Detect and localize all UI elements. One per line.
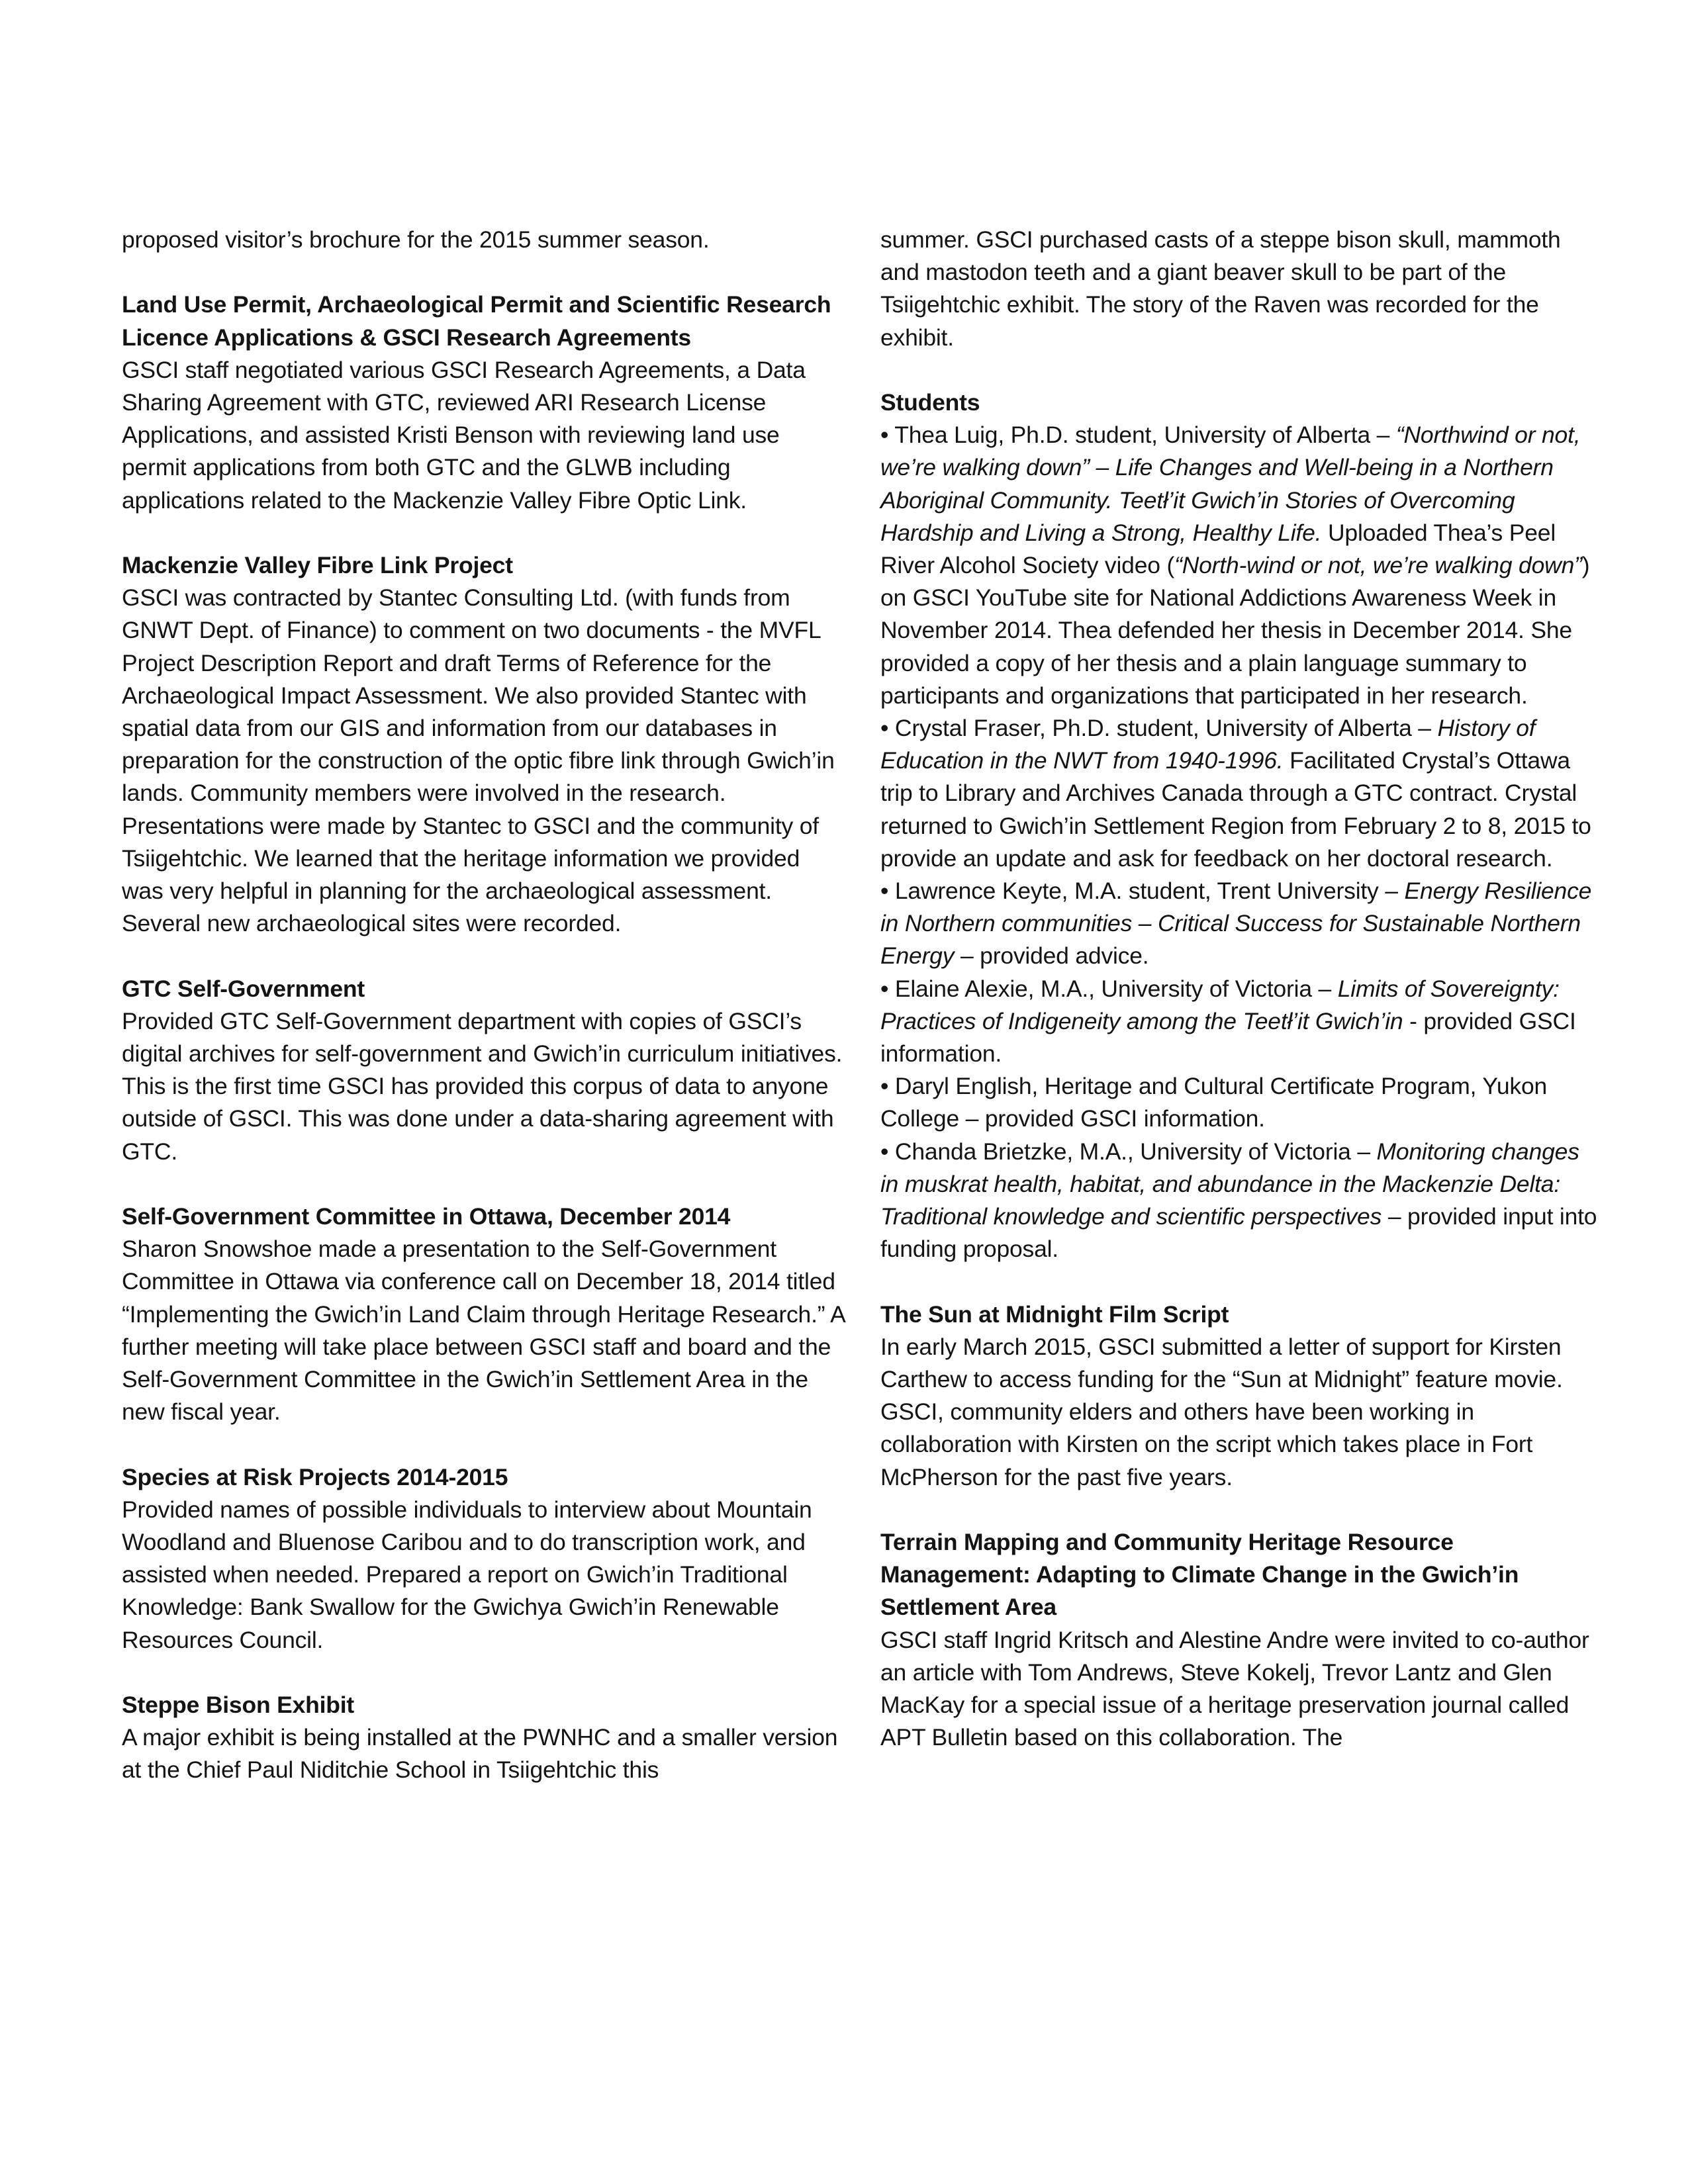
thesis-title: History of Education in the NWT from 1940-1996. (880, 715, 1536, 774)
heading-gtc-self-government: GTC Self-Government (122, 975, 365, 1002)
student-intro: • Elaine Alexie, M.A., University of Victoria – (880, 975, 1338, 1002)
student-item-crystal-fraser (880, 712, 1603, 875)
heading-land-use-permits: Land Use Permit, Archaeological Permit and Scientific Research Licence Applications & GSCI Research Agreements (122, 291, 831, 351)
student-detail: Facilitated Crystal’s Ottawa trip to Library and Archives Canada through a GTC contract. Crystal returned to Gwich’in Settlement Region from February 2 to 8, 2015 to provide an update and ask for feedback on her doctoral research. (880, 747, 1591, 872)
heading-self-government-committee: Self-Government Committee in Ottawa, December 2014 (122, 1203, 731, 1230)
student-detail: – provided advice. (954, 942, 1149, 970)
body-mvfl-project: GSCI was contracted by Stantec Consulting Ltd. (with funds from GNWT Dept. of Finance) to comment on two documents - the MVFL Project Description Report and draft Terms of Reference for the Archaeological Impact Assessment. We also provided Stantec with spatial data from our GIS and information from our databases in preparation for the construction of the optic fibre link through Gwich’in lands. Community members were involved in the research. Presentations were made by Stantec to GSCI and the community of Tsiigehtchic. We learned that the heritage information we provided was very helpful in planning for the archaeological assessment. Several new archaeological sites were recorded. (122, 584, 835, 937)
body-sun-at-midnight: In early March 2015, GSCI submitted a letter of support for Kirsten Carthew to access funding for the “Sun at Midnight” feature movie. GSCI, community elders and others have been working in collaboration with Kirsten on the script which takes place in Fort McPherson for the past five years. (880, 1333, 1563, 1490)
body-steppe-bison: A major exhibit is being installed at the PWNHC and a smaller version at the Chief Paul Niditchie School in Tsiigehtchic this (122, 1724, 838, 1784)
body-land-use-permits: GSCI staff negotiated various GSCI Research Agreements, a Data Sharing Agreement with GTC, reviewed ARI Research License Applications, and assisted Kristi Benson with reviewing land use permit applications from both GTC and the GLWB including applications related to the Mackenzie Valley Fibre Optic Link. (122, 356, 806, 514)
heading-mvfl-project: Mackenzie Valley Fibre Link Project (122, 552, 513, 578)
heading-sun-at-midnight: The Sun at Midnight Film Script (880, 1300, 1229, 1328)
section-gap (122, 940, 845, 972)
heading-terrain-mapping: Terrain Mapping and Community Heritage Resource Management: Adapting to Climate Change in the Gwich’in Settlement Area (880, 1529, 1519, 1621)
student-item-elaine-alexie (880, 973, 1603, 1071)
right-column (880, 224, 1603, 1754)
heading-students: Students (880, 389, 980, 416)
section-gap (122, 256, 845, 289)
carryover-text: summer. GSCI purchased casts of a steppe bison skull, mammoth and mastodon teeth and a giant beaver skull to be part of the Tsiigehtchic exhibit. The story of the Raven was recorded for the exhibit. (880, 226, 1561, 351)
body-self-government-committee: Sharon Snowshoe made a presentation to the Self-Government Committee in Ottawa via conference call on December 18, 2014 titled “Implementing the Gwich’in Land Claim through Heritage Research.” A further meeting will take place between GSCI staff and board and the Self-Government Committee in the Gwich’in Settlement Area in the new fiscal year. (122, 1236, 845, 1426)
student-detail: ) on GSCI YouTube site for National Addictions Awareness Week in November 2014. Thea defended her thesis in December 2014. She provided a copy of her thesis and a plain language summary to participants and organizations that participated in her research. (880, 552, 1590, 709)
student-item-thea-luig (880, 419, 1603, 712)
student-intro: • Thea Luig, Ph.D. student, University of Alberta – (880, 422, 1396, 449)
section-gap (880, 1494, 1603, 1526)
thesis-title: “Northwind or not, we’re walking down” – Life Changes and Well-being in a Northern Aboriginal Community. Teetł’it Gwich’in Stories of Overcoming Hardship and Living a Strong, Healthy Life. (880, 422, 1581, 546)
section-gap (122, 1168, 845, 1201)
body-species-at-risk: Provided names of possible individuals to interview about Mountain Woodland and Bluenose Caribou and to do transcription work, and assisted when needed. Prepared a report on Gwich’in Traditional Knowledge: Bank Swallow for the Gwichya Gwich’in Renewable Resources Council. (122, 1496, 812, 1653)
student-item-chanda-brietzke (880, 1136, 1603, 1266)
thesis-title: Energy Resilience in Northern communities – Critical Success for Sustainable Northern Energy (880, 878, 1592, 970)
student-intro: • Chanda Brietzke, M.A., University of Victoria – (880, 1138, 1377, 1165)
student-intro: • Lawrence Keyte, M.A. student, Trent University – (880, 878, 1405, 905)
section-gap (880, 354, 1603, 387)
student-item-daryl-english: • Daryl English, Heritage and Cultural Certificate Program, Yukon College – provided GSCI information. (880, 1073, 1548, 1132)
student-detail: - provided GSCI information. (880, 1007, 1576, 1068)
thesis-title: Limits of Sovereignty: Practices of Indigeneity among the Teetł’it Gwich’in (880, 975, 1560, 1034)
student-intro: • Crystal Fraser, Ph.D. student, University of Alberta – (880, 715, 1438, 742)
section-gap (122, 1428, 845, 1461)
body-gtc-self-government: Provided GTC Self-Government department with copies of GSCI’s digital archives for self-government and Gwich’in curriculum initiatives. This is the first time GSCI has provided this corpus of data to anyone outside of GSCI. This was done under a data-sharing agreement with GTC. (122, 1007, 843, 1165)
heading-steppe-bison: Steppe Bison Exhibit (122, 1692, 355, 1719)
student-detail: Uploaded Thea’s Peel River Alcohol Society video ( (880, 519, 1556, 579)
section-gap (880, 1265, 1603, 1298)
section-gap (122, 1657, 845, 1689)
section-gap (122, 517, 845, 549)
video-title: “North-wind or not, we’re walking down” (1174, 552, 1582, 579)
student-detail: – provided input into funding proposal. (880, 1203, 1597, 1263)
body-terrain-mapping: GSCI staff Ingrid Kritsch and Alestine Andre were invited to co-author an article with Tom Andrews, Steve Kokelj, Trevor Lantz and Glen MacKay for a special issue of a heritage preservation journal called APT Bulletin based on this collaboration. The (880, 1626, 1589, 1751)
left-column (122, 224, 845, 1787)
thesis-title: Monitoring changes in muskrat health, habitat, and abundance in the Mackenzie Delta: Traditional knowledge and scientific perspectives (880, 1138, 1579, 1230)
heading-species-at-risk: Species at Risk Projects 2014-2015 (122, 1463, 508, 1490)
student-item-lawrence-keyte (880, 875, 1603, 973)
carryover-text: proposed visitor’s brochure for the 2015 summer season. (122, 226, 710, 253)
